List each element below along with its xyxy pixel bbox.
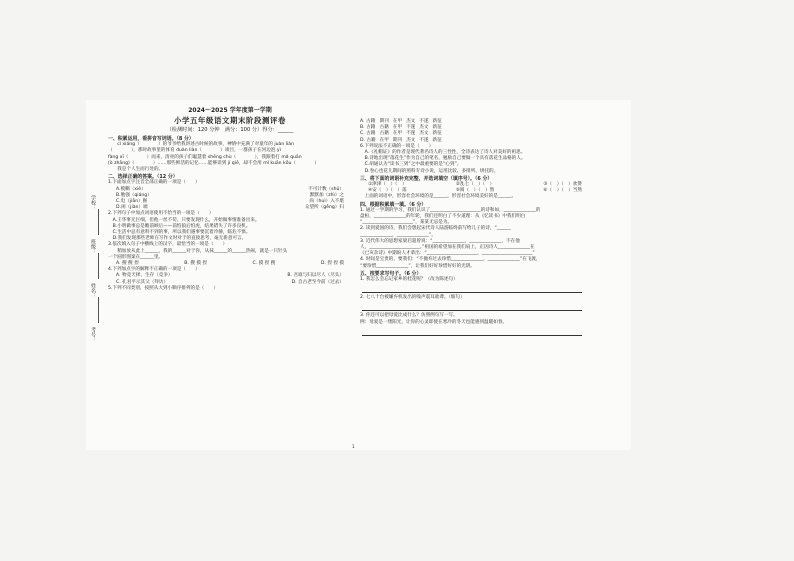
table-cell: 古籍 — [379, 125, 389, 131]
table-cell: 杰文 — [406, 119, 416, 124]
option-item: A. 搜 搜 捏 — [116, 261, 139, 267]
table-cell: 在甲 — [379, 137, 389, 143]
table-cell: 新征 — [432, 125, 442, 131]
question-line: 1.下面加点字注音全部正确的一项是（ ） — [108, 180, 200, 186]
section-heading: 五、按要求写句子。（6 分） — [360, 270, 422, 277]
option-item: C.电（jiān）猴 — [116, 199, 148, 205]
question-line: 3. 近代伟大的思想家梁启超曾说：“______________，______________，不在他 — [360, 238, 520, 244]
question-line: B.诗地出现“落花生”作为自己的笔名，勉励自己要做一个具有落花生品格的人。 — [360, 156, 526, 162]
answer-line — [362, 303, 582, 311]
option-item: 不可计数（shǔ） — [308, 186, 344, 192]
table-cell: 期刊 — [379, 119, 389, 124]
question-line: 6.下列说法不正确的一项是（ ） — [360, 143, 434, 149]
question-line: 2.下列句子中加点词语使用不恰当的一项是（ ） — [108, 211, 214, 217]
question-line: 3.依次填入句子中横线上的汉字，最恰当的一项是（ ） — [108, 242, 228, 248]
question-line: 5.下列不同类别，按照从大到小顺序排列的是（ ） — [108, 285, 219, 291]
section-heading: 三、将下面的词语补充完整，并选词填空（填序号）。（6 分） — [360, 175, 493, 182]
section-heading: 二、选择正确的答案。（12 分） — [108, 174, 178, 181]
question-line: A.《礼帽证》的作者是现代著名诗人的三性性，全诗表达了诗人对美好的祖思。 — [360, 150, 526, 156]
question-line: C.生活中总有意料不到的事，所以我们遇事要沉着冷静，临危不惧。 — [108, 230, 251, 236]
question-line: 例：母爱是一缕阳光，让你的心灵即使在寒冷的冬天也能感到温暖如春。 — [360, 319, 508, 325]
binding-name: 姓名： — [90, 283, 96, 298]
option-item: B.勉强（qiáng） — [116, 192, 152, 198]
table-cell: 不遂 — [419, 119, 429, 124]
option-item: ②乱七（ ）（ ） — [455, 182, 495, 188]
answer-line — [362, 328, 582, 336]
section-heading: 一、积累运用，看拼音写词语。（8 分） — [108, 136, 194, 142]
table-cell: 杰文 — [419, 131, 429, 137]
table-cell: 杰文 — [406, 137, 416, 143]
table-cell: D. 古籍 — [360, 137, 376, 143]
option-item: B. 搜 摸 捏 — [184, 261, 207, 267]
question-line: D.我们发现那些老师在写作文时对于的直接思考，毫无新意可言。 — [108, 236, 247, 242]
table-cell: 古籍 — [379, 131, 389, 137]
table-cell: 新征 — [432, 137, 442, 143]
question-line: 3. 你还可以把母爱比成什么？仿照例句写一写。 — [360, 313, 458, 319]
binding-school: 学校： — [90, 195, 96, 210]
option-item: D. 捏 捏 摸 — [320, 261, 344, 267]
binding-class: 班级： — [90, 239, 96, 254]
option-item: D. 自古老至今前（过去） — [291, 279, 344, 285]
binding-number: 考号： — [90, 327, 96, 342]
question-line: (ò zhāng)（ ）……那些鲜活的记忆……能够读到 jí qiē，却不会用 mǐ kuān kǒu（ ） — [108, 160, 319, 166]
question-line: ______________，______________”。 — [360, 232, 436, 238]
options-table — [360, 119, 446, 144]
question-line: 一个圆形图案在______里。 — [108, 254, 164, 260]
option-item: A.模糊（xiè） — [116, 186, 146, 192]
question-line: 我是个人生而行处的。 — [108, 167, 164, 173]
option-item: C. 孔君平示其父（拜访） — [116, 279, 169, 285]
option-item: 众望所（gěng）归 — [304, 205, 344, 211]
option-item: 尚（huì）入不堪 — [309, 199, 344, 205]
binding-line — [98, 253, 99, 279]
option-item: D.闲（jiàn）端 — [116, 205, 148, 211]
question-line: 1. 我怎么会忘记家乡的桂花呢？（改为陈述句） — [360, 277, 458, 283]
table-cell: 新征 — [432, 131, 442, 137]
question-line: 人，______________________。”祖国的希望加在我们肩上，正因诗人______________在 — [360, 245, 535, 251]
table-cell: 不遂 — [406, 125, 416, 131]
table-cell: 期刊 — [392, 137, 403, 143]
answer-line — [362, 285, 582, 293]
option-item: ⑤阅（ ）（ ）然 — [455, 188, 495, 194]
question-line: 《已亥杂诗》中期盼人才辈出：“______________________，______________________” — [360, 251, 535, 257]
question-line: 稍加放从此上______，我的______对于你，从抹______的______热闹，就是一只针头 — [108, 248, 288, 254]
table-cell: A. 古籍 — [360, 119, 376, 124]
question-line: “______________________”，某某无忌是为。 — [360, 220, 453, 226]
exam-title: 小学五年级语文期末阶段测评卷 — [174, 116, 286, 125]
question-line: 4. 时间是宝贵的，要我们：“不抛弃过去珍惜______________，______________”在飞渡， — [360, 257, 541, 263]
option-item: B. 吾谁与归以尽人（尽头） — [287, 273, 344, 279]
table-cell: 杰文 — [419, 125, 429, 131]
exam-header — [108, 106, 352, 134]
table-cell: 新征 — [432, 119, 442, 124]
page-number: 1 — [352, 444, 355, 449]
right-column — [360, 119, 590, 338]
option-item: 默默加（zhì）之 — [309, 192, 344, 198]
table-cell: 不遂 — [419, 137, 429, 143]
table-cell: C. 古籍 — [360, 131, 376, 137]
question-line: D.卷心也花儿期间的照料专诗小说，运用比较、多排列、烘托的。 — [360, 168, 499, 174]
table-cell: 在甲 — [392, 119, 403, 124]
option-item: ⑥（ ）（ ）当然 — [543, 188, 582, 194]
table-cell: 在甲 — [392, 125, 403, 131]
table-cell: 在甲 — [392, 131, 403, 137]
question-line: 4.下列加点字的解释不正确的一项是（ ） — [108, 267, 200, 273]
question-line: C.胡通认为“读书三到”之中最重要的是“心到”。 — [360, 162, 462, 168]
exam-year: 2024～2025 学年度第一学期 — [188, 107, 272, 114]
question-line: 上面的词语中，形容社会环境的是______，形容社会环境美好的是______。 — [360, 194, 517, 200]
question-line: （ ），那时故事里的体育 duàn liàn（ ）项目，一群孩子在河边泡 yì — [108, 148, 281, 154]
option-item: ③（ ）（ ）欢赞 — [543, 182, 582, 188]
exam-info: （检测时间：120 分钟 满分：100 分）得分：______ — [166, 127, 294, 133]
option-item: C. 摸 捏 搜 — [252, 261, 276, 267]
question-line: B.小明做事总是瞻前顾后——前怕狼后怕虎，结果错失了许多良机。 — [108, 223, 251, 229]
option-item: ①津津（ ）（ ） — [368, 182, 407, 188]
left-column — [108, 106, 352, 292]
table-cell: B. 古籍 — [360, 125, 376, 131]
question-line: “要珍惜______________”，让我们好好珍惜好好的光阴。 — [360, 263, 476, 269]
question-line: 2. 读到爱国的诗，我们会想起宋代诗人陆游临终前写给儿子的诗，“______ — [360, 226, 511, 232]
option-item: A. 物竞天择、生存（竞争） — [116, 273, 173, 279]
question-line: A.王华事无巨细，但他一丝不苟，只要发现什么，开始做事情准备出来。 — [108, 217, 260, 223]
binding-line — [98, 297, 99, 323]
question-line: 盘桓，______________的年轮，我们还明白了不少道理：从《忆读书》中我们明白 — [360, 214, 526, 220]
question-line: fàng xī（ ）而来，清亮的孩子们聪慧着 shēng chù（ ），我跟着打 mǎ quān — [108, 154, 302, 160]
table-cell: 不遂 — [406, 131, 416, 137]
section-heading: 四、根据积累填一填。（6 分） — [360, 201, 427, 208]
question-line: 1. 通过一学期的学习，我们认识了______________________的诗和如，______________的 — [360, 207, 541, 213]
binding-line — [98, 209, 99, 235]
option-item: ④安（ ）（ ）落 — [368, 188, 407, 194]
question-line: 2. 七八十台被嫌弃机发出的噪声震耳欲聋。（缩句） — [360, 295, 465, 301]
question-line: cí xiáng（ ）的爷爷给我讲述古时候的故事，神情中充满了对童年的 juàn liàn — [108, 142, 295, 148]
